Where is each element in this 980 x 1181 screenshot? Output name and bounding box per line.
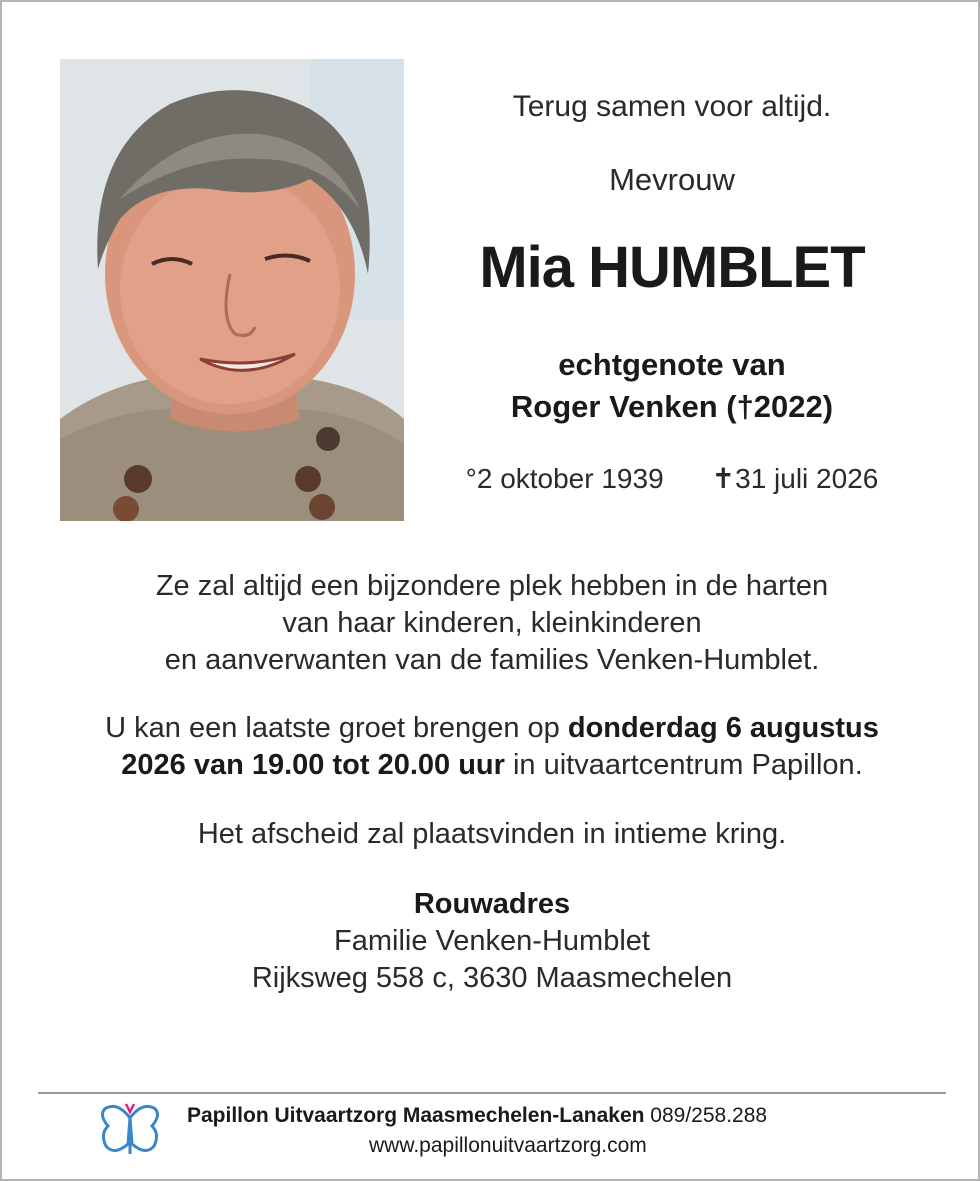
text-line: van haar kinderen, kleinkinderen [282,607,702,639]
address-street: Rijksweg 558 c, 3630 Maasmechelen [251,962,733,994]
phone-number: 089/258.288 [644,1104,768,1127]
deceased-name: Mia HUMBLET [479,235,865,300]
spouse-label: echtgenote van [558,347,786,382]
portrait-image [60,59,404,521]
visitation-date: donderdag 6 augustus [567,712,879,744]
website-link[interactable]: www.papillonuitvaartzorg.com [369,1134,647,1157]
address-family: Familie Venken-Humblet [334,925,650,957]
birth-date: °2 oktober 1939 [465,463,664,494]
condolence-address [42,886,942,997]
farewell-paragraph: Het afscheid zal plaatsvinden in intieme kring. [197,818,787,850]
footer-divider [38,1092,946,1094]
memorial-quote: Terug samen voor altijd. [512,90,832,123]
portrait-photo [60,59,404,521]
butterfly-logo-icon [98,1100,162,1160]
spouse-name: Roger Venken (†2022) [510,389,834,424]
remembrance-paragraph [42,568,942,679]
address-heading: Rouwadres [413,888,571,920]
visitation-time: 2026 van 19.00 tot 20.00 uur [121,749,505,781]
text-line [42,710,942,747]
text-line: en aanverwanten van de families Venken-Humblet. [164,644,820,676]
death-date: ✝31 juli 2026 [711,463,879,494]
life-dates [432,462,912,495]
visitation-intro: U kan een laatste groet brengen op [105,712,568,744]
text-line [42,747,942,784]
visitation-paragraph [42,710,942,784]
company-name: Papillon Uitvaartzorg Maasmechelen-Lanaken [187,1104,645,1127]
text-line: Ze zal altijd een bijzondere plek hebben in de harten [155,570,829,602]
company-line [187,1101,767,1131]
visitation-location: in uitvaartcentrum Papillon. [504,749,863,781]
honorific: Mevrouw [609,162,735,197]
funeral-home-info [187,1101,767,1161]
